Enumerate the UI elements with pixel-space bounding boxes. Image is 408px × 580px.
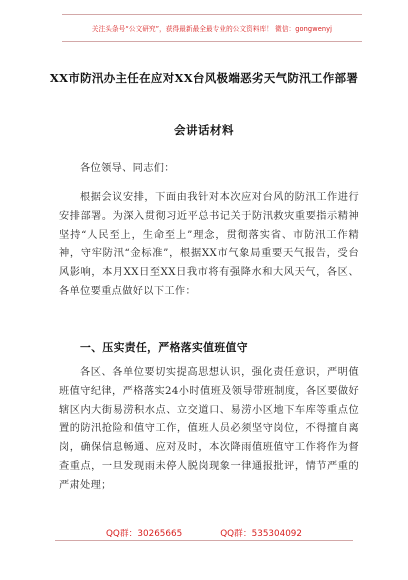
document-subtitle: 会讲话材料 <box>174 123 234 137</box>
footer-qq-group-2[interactable]: QQ群：535304092 <box>220 529 303 539</box>
paragraph-2: 各区、各单位要切实提高思想认识，强化责任意识，严明值班值守纪律，严格落实24小时值班及领导带班制度，各区要做好辖区内大街易涝积水点、立交道口、易涝小区地下车库等重点位置的防汛抢险和值守工作，值班人员必须坚守岗位，不得擅自离岗，确保信息畅通、应对及时，本次降雨值班值守工作将作为督查重点，一旦发现雨未停人脱岗现象一律通报批评，情节严重的严肃处理； <box>59 367 359 491</box>
paragraph-1: 根据会议安排，下面由我针对本次应对台风的防汛工作进行安排部署。为深入贯彻习近平总书记关于防汛救灾重要指示精神坚持“人民至上，生命至上”理念，贯彻落实省、市防汛工作精神，守牢防汛“金标准”，根据XX市气象局重要天气报告，受台风影响，本月XX日至XX日我市将有强降水和大风天气，各区、各单位要重点做好以下工作： <box>59 192 359 297</box>
greeting: 各位领导、同志们： <box>80 163 175 174</box>
footer-qq-group-1[interactable]: QQ群：30265665 <box>105 529 183 539</box>
section-1-heading: 一、压实责任，严格落实值班值守 <box>80 341 248 354</box>
footer-divider <box>55 540 353 541</box>
footer <box>0 526 408 539</box>
header-banner <box>62 14 362 42</box>
document-title: XX市防汛办主任在应对XX台风极端恶劣天气防汛工作部署 <box>49 71 359 85</box>
header-banner-text[interactable]: 关注头条号“公文研究”，获得最新最全最专业的公文资料库！ 微信：gongwenyj <box>91 25 333 33</box>
